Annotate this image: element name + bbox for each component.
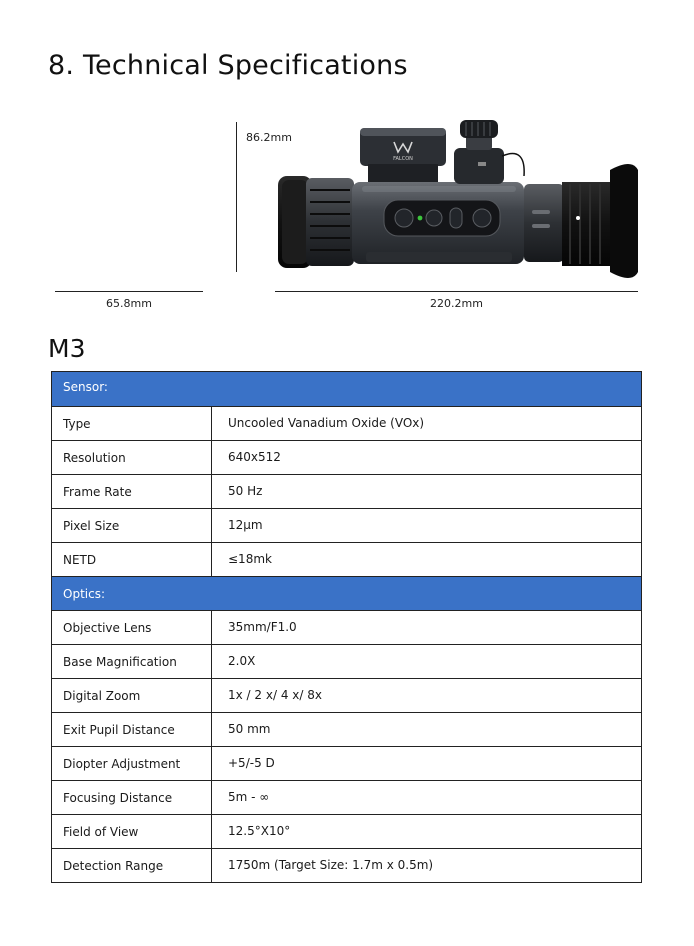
spec-label: Field of View — [52, 815, 212, 848]
section-title: Optics: — [63, 587, 105, 601]
table-row — [52, 474, 641, 508]
length-dimension-label: 220.2mm — [430, 297, 483, 310]
height-dimension-line — [236, 122, 237, 272]
table-row — [52, 644, 641, 678]
eyepiece-tube — [524, 184, 564, 262]
spec-value: 1x / 2 x/ 4 x/ 8x — [228, 688, 322, 702]
table-row — [52, 746, 641, 780]
thermal-scope-image — [270, 112, 642, 280]
battery-compartment — [360, 128, 446, 182]
spec-value: 50 mm — [228, 722, 271, 736]
spec-value: +5/-5 D — [228, 756, 275, 770]
specifications-table — [51, 371, 642, 883]
spec-label: Diopter Adjustment — [52, 747, 212, 780]
table-row — [52, 508, 641, 542]
spec-value: ≤18mk — [228, 552, 272, 566]
focus-ring — [306, 178, 354, 266]
spec-label: Focusing Distance — [52, 781, 212, 814]
table-row — [52, 610, 641, 644]
section-header-sensor — [52, 372, 641, 406]
table-row — [52, 542, 641, 576]
table-row — [52, 406, 641, 440]
table-row — [52, 678, 641, 712]
table-row — [52, 440, 641, 474]
spec-label: Type — [52, 407, 212, 440]
length-dimension-line — [275, 291, 638, 292]
spec-label: Objective Lens — [52, 611, 212, 644]
table-row — [52, 712, 641, 746]
table-row — [52, 848, 641, 882]
spec-label: Frame Rate — [52, 475, 212, 508]
width-dimension-label: 65.8mm — [106, 297, 152, 310]
spec-value: 640x512 — [228, 450, 281, 464]
brand-text: FALCON — [393, 156, 413, 162]
control-knob — [454, 120, 524, 184]
spec-label: Base Magnification — [52, 645, 212, 678]
width-dimension-line — [55, 291, 203, 292]
spec-label: Resolution — [52, 441, 212, 474]
page-title: 8. Technical Specifications — [48, 50, 408, 81]
section-title: Sensor: — [63, 380, 108, 394]
model-title: M3 — [48, 334, 86, 363]
spec-value: 12.5°X10° — [228, 824, 291, 838]
table-row — [52, 814, 641, 848]
spec-value: 50 Hz — [228, 484, 263, 498]
height-dimension-label: 86.2mm — [246, 131, 292, 144]
spec-value: Uncooled Vanadium Oxide (VOx) — [228, 416, 425, 430]
spec-label: Digital Zoom — [52, 679, 212, 712]
section-header-optics — [52, 576, 641, 610]
spec-label: Exit Pupil Distance — [52, 713, 212, 746]
table-row — [52, 780, 641, 814]
spec-value: 12μm — [228, 518, 263, 532]
spec-value: 35mm/F1.0 — [228, 620, 297, 634]
spec-value: 5m - ∞ — [228, 790, 270, 804]
spec-label: Detection Range — [52, 849, 212, 882]
spec-value: 1750m (Target Size: 1.7m x 0.5m) — [228, 858, 434, 872]
spec-value: 2.0X — [228, 654, 256, 668]
spec-label: NETD — [52, 543, 212, 576]
spec-label: Pixel Size — [52, 509, 212, 542]
device-body — [352, 182, 524, 264]
rubber-eyecup — [562, 164, 638, 278]
